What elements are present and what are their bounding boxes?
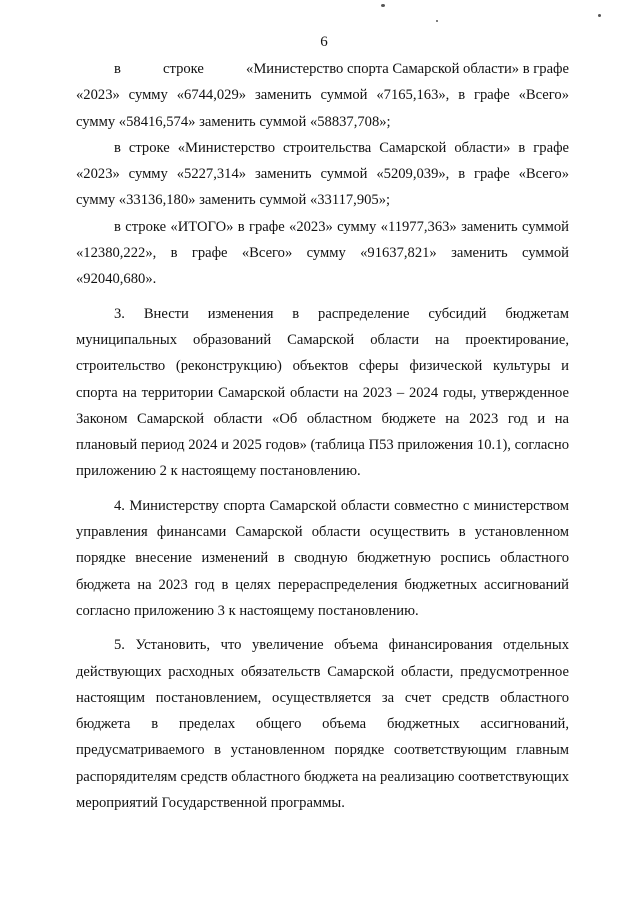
scan-speck <box>598 14 601 17</box>
paragraph-first-line <box>76 56 569 82</box>
paragraph-item-3: 3. Внести изменения в распределение субсидий бюджетам муниципальных образований Самарской области на проектирование, строительство (реконструкцию) объектов сферы физической культуры и спорта на территории Самарской области на 2023 – 2024 годы, утвержденное Законом Самарской области «Об областном бюджете на 2023 год и на плановый период 2024 и 2025 годов» (таблица П53 приложения 10.1), согласно приложению 2 к настоящему постановлению. <box>76 305 569 480</box>
paragraph-sport-ministry <box>76 56 569 135</box>
page-number: 6 <box>320 34 328 50</box>
text-fragment: в <box>114 61 121 77</box>
text-fragment: строке <box>163 61 204 77</box>
scan-speck <box>381 4 385 7</box>
document-body <box>76 56 569 816</box>
paragraph-item-5: 5. Установить, что увеличение объема финансирования отдельных действующих расходных обязательств Самарской области, предусмотренное настоящим постановлением, осуществляется за счет средств областного бюджета в пределах общего объема бюджетных ассигнований, предусматриваемого в установленном порядке соответствующим главным распорядителям средств областного бюджета на реализацию соответствующих мероприятий Государственной программы. <box>76 637 569 812</box>
text-fragment: «Министерство спорта Самарской области» в графе <box>246 61 569 77</box>
paragraph-continuation: «2023» сумму «6744,029» заменить суммой «7165,163», в графе «Всего» сумму «58416,574» заменить суммой «58837,708»; <box>76 87 569 130</box>
paragraph-construction-ministry: в строке «Министерство строительства Самарской области» в графе «2023» сумму «5227,314» заменить суммой «5209,039», в графе «Всего» сумму «33136,180» заменить суммой «33117,905»; <box>76 139 569 209</box>
paragraph-item-4: 4. Министерству спорта Самарской области совместно с министерством управления финансами Самарской области осуществить в установленном порядке внесение изменений в сводную бюджетную роспись областного бюджета на 2023 год в целях перераспределения бюджетных ассигнований согласно приложению 3 к настоящему постановлению. <box>76 497 569 619</box>
scan-speck <box>436 20 438 22</box>
paragraph-total-row: в строке «ИТОГО» в графе «2023» сумму «11977,363» заменить суммой «12380,222», в графе «Всего» сумму «91637,821» заменить суммой «92040,680». <box>76 218 569 288</box>
